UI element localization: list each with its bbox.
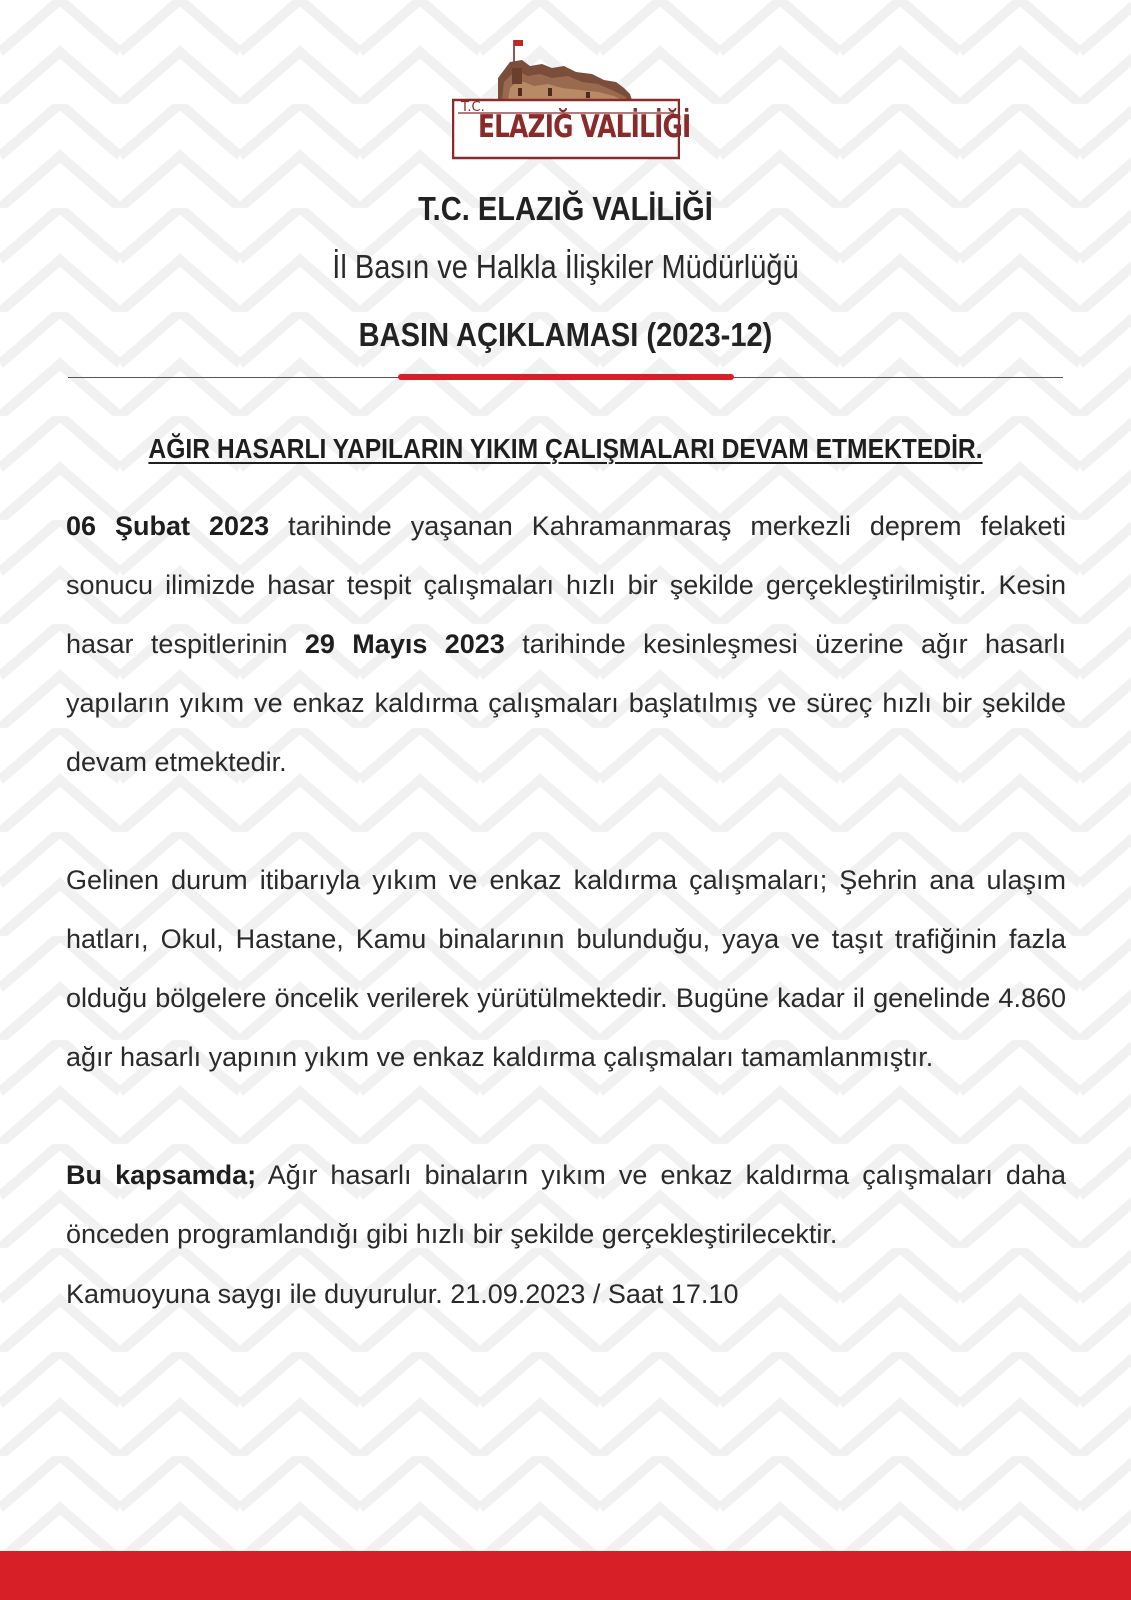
- paragraph-1: [66, 497, 1066, 792]
- logo-name-text: ELAZIĞ VALİLİĞİ: [478, 109, 691, 145]
- document-type: BASIN AÇIKLAMASI (2023-12): [358, 316, 773, 353]
- paragraph-3: [66, 1146, 1066, 1264]
- page-title: T.C. ELAZIĞ VALİLİĞİ: [418, 190, 713, 227]
- paragraph-2: Gelinen durum itibarıyla yıkım ve enkaz kaldırma çalışmaları; Şehrin ana ulaşım hatları, Okul, Hastane, Kamu binalarının bulunduğu, yaya ve taşıt trafiğinin fazla olduğu bölgelere öncelik verilerek yürütülmektedir. Bugüne kadar il genelinde 4.860 ağır hasarlı yapının yıkım ve enkaz kaldırma çalışmaları tamamlanmıştır.: [66, 865, 1066, 1072]
- elazig-valiligi-logo: [452, 38, 691, 160]
- paragraph-1-text-a: tarihinde yaşanan Kahramanmaraş merkezli deprem felaketi sonucu ilimizde hasar tespit çalışmaları hızlı bir şekilde gerçekleştirilmiştir. Kesin hasar tespitlerinin: [66, 511, 1066, 659]
- department-name: İl Basın ve Halkla İlişkiler Müdürlüğü: [332, 248, 799, 285]
- closing-statement: Kamuoyuna saygı ile duyurulur. 21.09.2023 / Saat 17.10: [66, 1279, 739, 1309]
- paragraph-3-text: Ağır hasarlı binaların yıkım ve enkaz kaldırma çalışmaları daha önceden programlandığı gibi hızlı bir şekilde gerçekleştirilecektir.: [66, 1160, 1066, 1249]
- footer-bar: [0, 1551, 1131, 1600]
- body-text: [66, 497, 1066, 1323]
- logo-tc-text: T.C.: [461, 100, 485, 115]
- date-highlight: 06 Şubat 2023: [66, 511, 270, 541]
- headline: AĞIR HASARLI YAPILARIN YIKIM ÇALIŞMALARI DEVAM ETMEKTEDİR.: [148, 433, 983, 464]
- date-highlight: 29 Mayıs 2023: [304, 629, 505, 659]
- paragraph-3-lead: Bu kapsamda;: [66, 1160, 257, 1190]
- header-divider-accent: [398, 374, 734, 380]
- paragraph-1-text-b: tarihinde kesinleşmesi üzerine ağır hasarlı yapıların yıkım ve enkaz kaldırma çalışmaları başlatılmış ve süreç hızlı bir şekilde devam etmektedir.: [66, 629, 1066, 777]
